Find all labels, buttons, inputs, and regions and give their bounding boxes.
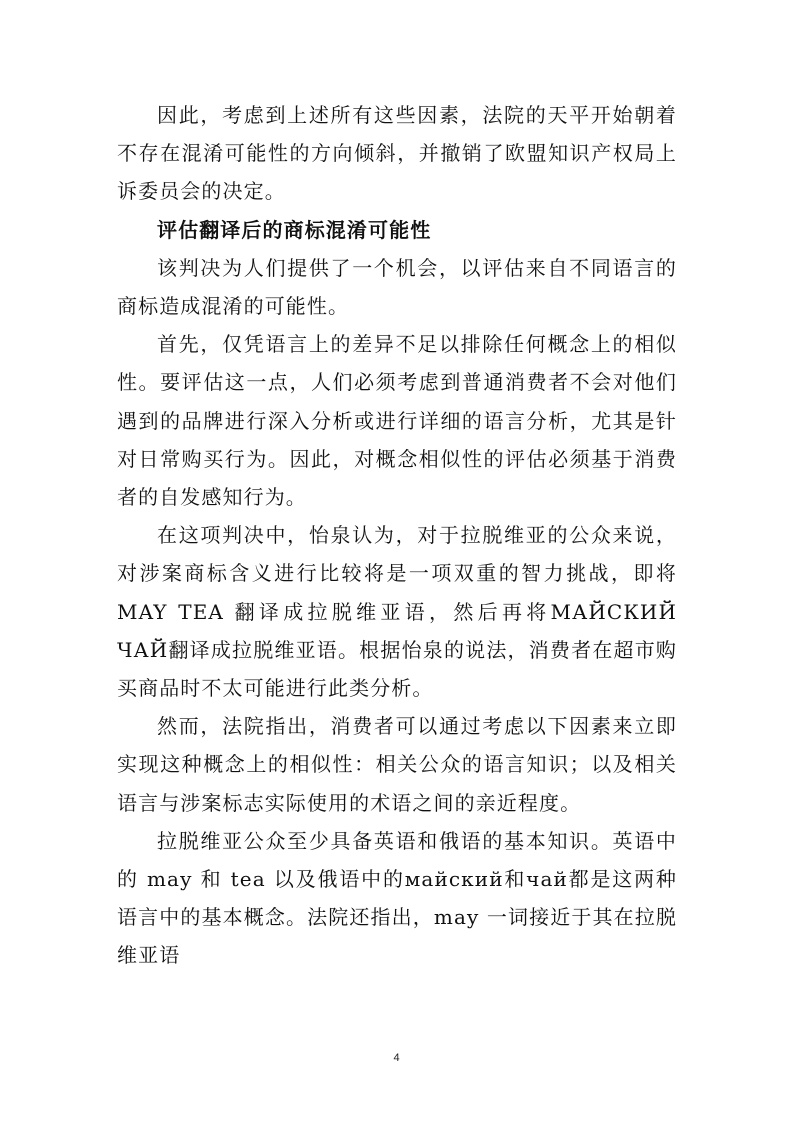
page-number: 4	[393, 1052, 400, 1064]
paragraph-conclusion: 因此，考虑到上述所有这些因素，法院的天平开始朝着不存在混淆可能性的方向倾斜，并撤销了欧盟知识产权局上诉委员会的决定。	[117, 103, 677, 204]
section-heading: 评估翻译后的商标混淆可能性	[157, 217, 432, 242]
paragraph-language-knowledge: 拉脱维亚公众至少具备英语和俄语的基本知识。英语中的 may 和 tea 以及俄语中的майский和чай都是这两种语言中的基本概念。法院还指出，may 一词接近于其在拉脱维亚语	[117, 828, 677, 968]
paragraph-first-point: 首先，仅凭语言上的差异不足以排除任何概念上的相似性。要评估这一点，人们必须考虑到普通消费者不会对他们遇到的品牌进行深入分析或进行详细的语言分析，尤其是针对日常购买行为。因此，对概念相似性的评估必须基于消费者的自发感知行为。	[117, 332, 677, 510]
body-text	[117, 96, 677, 975]
paragraph-judgment: 在这项判决中，怡泉认为，对于拉脱维亚的公众来说，对涉案商标含义进行比较将是一项双重的智力挑战，即将 MAY TEA 翻译成拉脱维亚语，然后再将МАЙСКИЙ ЧАЙ翻译成拉脱维亚语。根据怡泉的说法，消费者在超市购买商品时不太可能进行此类分析。	[117, 523, 677, 701]
paragraph-court-note: 然而，法院指出，消费者可以通过考虑以下因素来立即实现这种概念上的相似性：相关公众的语言知识；以及相关语言与涉案标志实际使用的术语之间的亲近程度。	[117, 714, 677, 815]
paragraph-intro: 该判决为人们提供了一个机会，以评估来自不同语言的商标造成混淆的可能性。	[117, 255, 677, 319]
